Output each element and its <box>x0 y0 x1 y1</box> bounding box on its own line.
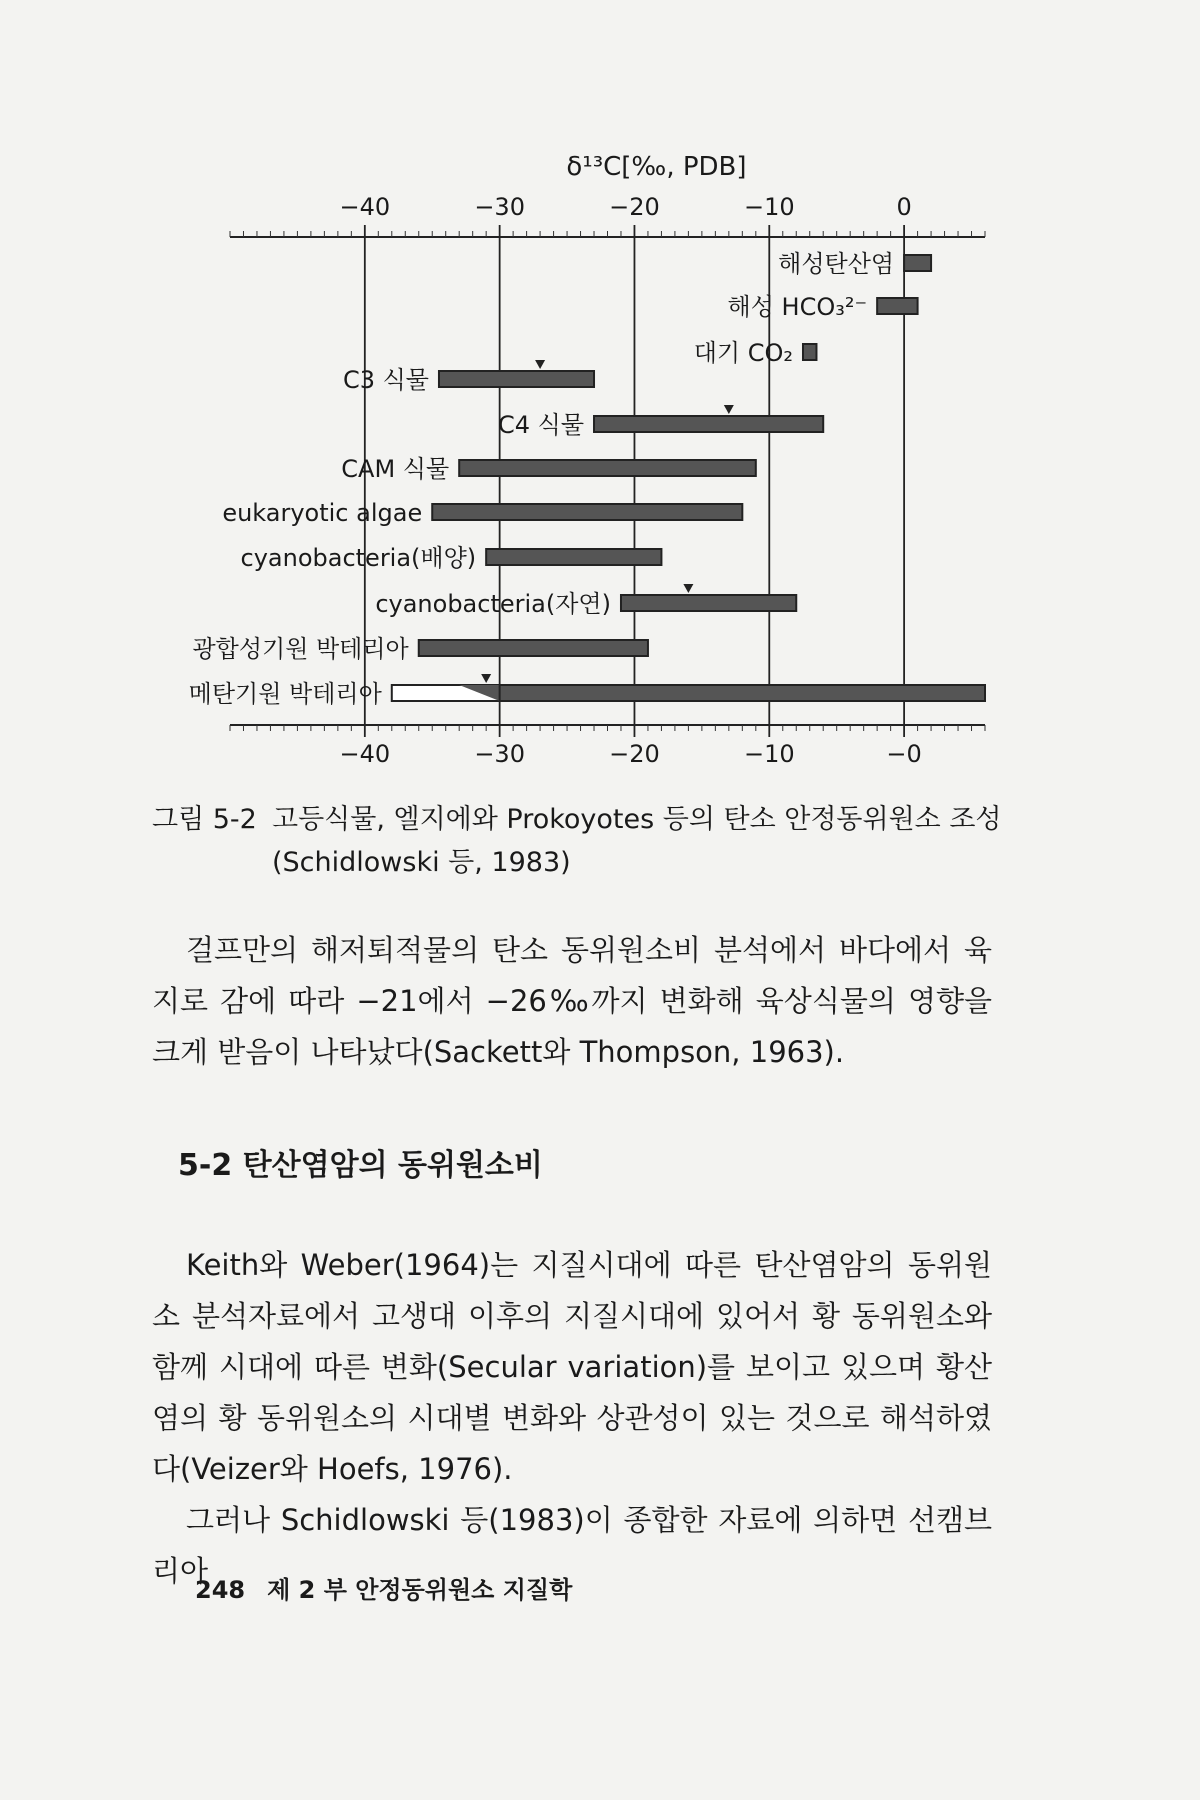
bar-label: eukaryotic algae <box>222 499 423 527</box>
mean-marker <box>535 360 545 369</box>
bar-label: C4 식물 <box>497 411 585 439</box>
range-bar <box>621 595 796 611</box>
caption-line-2: (Schidlowski 등, 1983) <box>272 847 571 878</box>
bottom-tick-label: −30 <box>474 740 525 768</box>
page-number: 248 <box>195 1576 246 1604</box>
running-footer-title: 제 2 부 안정동위원소 지질학 <box>267 1576 573 1604</box>
bar-label: 해성탄산염 <box>778 250 895 278</box>
range-bar <box>432 504 742 520</box>
range-bar <box>439 371 594 387</box>
bottom-tick-label: −10 <box>743 740 795 768</box>
chart-title: δ¹³C[‰, PDB] <box>566 152 747 182</box>
mean-marker <box>683 584 693 593</box>
bar-label: cyanobacteria(자연) <box>375 590 611 618</box>
caption-label: 그림 5-2 <box>152 804 257 835</box>
body-paragraph: Keith와 Weber(1964)는 지질시대에 따른 탄산염암의 동위원소 분석자료에서 고생대 이후의 지질시대에 있어서 황 동위원소와 함께 시대에 따른 변화(Secular variation)를 보이고 있으며 황산염의 황 동위원소의 시대별 변화와 상관성이 있는 것으로 해석하였다(Veizer와 Hoefs, 1976). <box>152 1248 992 1486</box>
bar-label: 해성 HCO₃²⁻ <box>727 293 868 321</box>
isotope-chart <box>0 0 1200 780</box>
body-paragraph-1-block <box>152 925 992 1078</box>
body-paragraph: 그러나 Schidlowski 등(1983)이 종합한 자료에 의하면 선캠브리아 <box>152 1503 992 1588</box>
bar-label: 메탄기원 박테리아 <box>188 680 382 708</box>
page-footer <box>195 1570 572 1605</box>
top-tick-label: −40 <box>339 193 391 221</box>
top-tick-label: −20 <box>609 193 660 221</box>
bar-label: 광합성기원 박테리아 <box>192 635 409 663</box>
bar-label: C3 식물 <box>342 366 429 394</box>
top-tick-label: 0 <box>896 193 912 221</box>
mean-marker <box>724 405 734 414</box>
body-paragraph: 걸프만의 해저퇴적물의 탄소 동위원소비 분석에서 바다에서 육지로 감에 따라 −21에서 −26‰까지 변화해 육상식물의 영향을 크게 받음이 나타났다(Sackett와 Thompson, 1963). <box>152 933 992 1069</box>
range-bar <box>500 685 985 701</box>
caption-line-1: 고등식물, 엘지에와 Prokoyotes 등의 탄소 안정동위원소 조성 <box>272 804 1002 835</box>
top-tick-label: −10 <box>743 193 795 221</box>
range-bar <box>904 255 931 271</box>
bottom-tick-label: −20 <box>609 740 660 768</box>
section-heading: 5-2 탄산염암의 동위원소비 <box>178 1148 543 1183</box>
mean-marker <box>481 674 491 683</box>
range-bar <box>803 344 816 360</box>
range-bar <box>419 640 648 656</box>
bar-label: cyanobacteria(배양) <box>240 544 477 572</box>
range-bar <box>486 549 661 565</box>
bottom-tick-label: −0 <box>886 740 922 768</box>
bar-label: CAM 식물 <box>341 455 450 483</box>
bar-label: 대기 CO₂ <box>693 339 793 367</box>
figure-caption <box>152 798 1052 884</box>
range-bar <box>594 416 823 432</box>
bottom-tick-label: −40 <box>339 740 391 768</box>
range-bar <box>459 460 756 476</box>
top-tick-label: −30 <box>474 193 525 221</box>
body-paragraph-2-block <box>152 1240 992 1597</box>
range-bar <box>877 298 917 314</box>
